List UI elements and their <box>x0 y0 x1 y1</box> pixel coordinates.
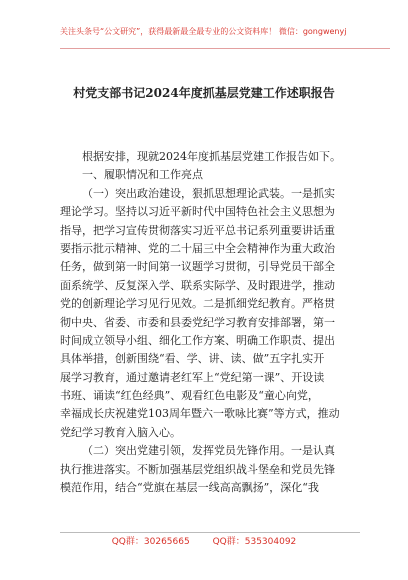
document-body <box>60 148 360 497</box>
body-line: 具体举措，创新围绕“看、学、讲、读、做”五字扎实开 <box>60 352 325 366</box>
body-line: （二）突出党建引领，发挥党员先锋作用。一是认真 <box>82 444 335 458</box>
body-line: 任务，做到第一时间第一议题学习贯彻，引导党员干部全 <box>60 260 335 274</box>
body-line: 展学习教育，通过邀请老红军上“党纪第一课”、开设读 <box>60 370 325 384</box>
header-banner: 关注头条号“公文研究”，获得最新最全最专业的公文资料库！ 微信：gongwenyj <box>60 27 347 36</box>
footer-qq-group-1: QQ群：30265665 <box>111 537 190 547</box>
body-line: 要指示批示精神、党的二十届三中全会精神作为重大政治 <box>60 241 335 255</box>
document-title: 村党支部书记2024年度抓基层党建工作述职报告 <box>73 86 335 100</box>
footer-divider <box>60 532 360 533</box>
body-line: 幸福成长庆祝建党103周年暨六一歌咏比赛”等方式，推动 <box>60 407 340 421</box>
body-line: 党纪学习教育入脑入心。 <box>60 425 181 439</box>
body-line: 一、履职情况和工作亮点 <box>82 168 203 182</box>
footer-qq-group-2: QQ群：535304092 <box>212 537 297 547</box>
body-line: 时间成立领导小组、细化工作方案、明确工作职责、提出 <box>60 333 335 347</box>
body-line: 彻中央、省委、市委和县委党纪学习教育安排部署，第一 <box>60 315 335 329</box>
body-line: 党的创新理论学习见行见效。二是抓细党纪教育。严格贯 <box>60 297 335 311</box>
body-line: 执行推进落实。不断加强基层党组织战斗堡垒和党员先锋 <box>60 462 335 476</box>
body-line: 面系统学、反复深入学、联系实际学、及时跟进学，推动 <box>60 278 335 292</box>
body-line: 理论学习。坚持以习近平新时代中国特色社会主义思想为 <box>60 205 335 219</box>
body-line: 根据安排，现就2024年度抓基层党建工作报告如下。 <box>82 150 341 163</box>
body-line: （一）突出政治建设，狠抓思想理论武装。一是抓实 <box>82 186 335 200</box>
footer <box>0 536 408 548</box>
body-line: 书班、诵读“红色经典”、观看红色电影及“童心向党， <box>60 389 319 403</box>
body-line: 指导，把学习宣传贯彻落实习近平总书记系列重要讲话重 <box>60 223 335 237</box>
header-divider <box>60 48 390 49</box>
body-line: 模范作用，结合“党旗在基层一线高高飘扬”，深化“我 <box>60 481 319 495</box>
